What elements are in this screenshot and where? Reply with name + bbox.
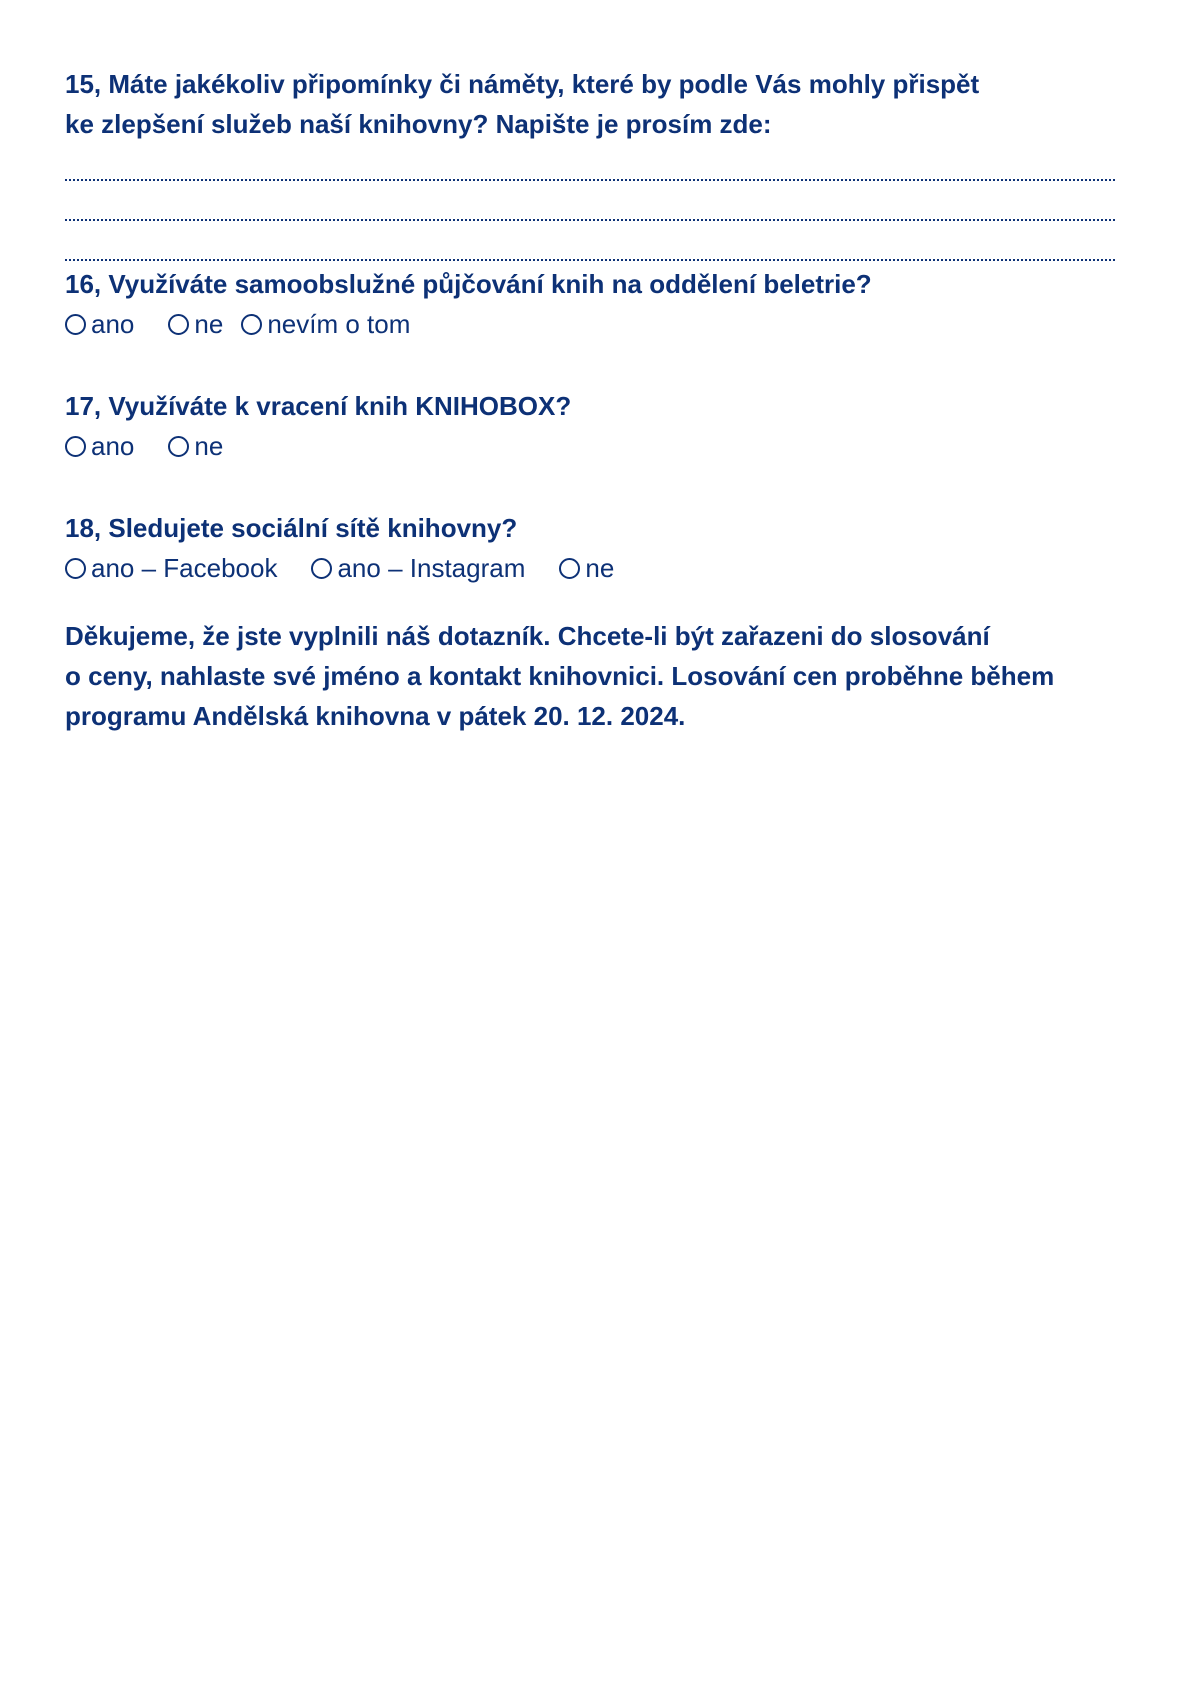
q16-option-nevim[interactable] <box>241 309 410 340</box>
question-17 <box>65 386 1115 466</box>
radio-circle-icon[interactable] <box>65 314 86 335</box>
q17-option-ne[interactable] <box>168 431 223 462</box>
q16-option-ano[interactable] <box>65 309 134 340</box>
answer-line-3[interactable] <box>65 224 1115 264</box>
question-15-text <box>65 64 1115 144</box>
option-label: ne <box>194 430 224 461</box>
question-18-text: 18, Sledujete sociální sítě knihovny? <box>65 513 518 543</box>
closing-line-3: programu Andělská knihovna v pátek 20. 12. 2024. <box>65 701 686 731</box>
option-label: ano – Facebook <box>91 552 278 583</box>
option-label: ne <box>194 308 224 339</box>
answer-line-1[interactable] <box>65 144 1115 184</box>
question-15-line-1: 15, Máte jakékoliv připomínky či náměty, které by podle Vás mohly přispět <box>65 69 980 99</box>
question-17-options <box>65 426 1115 466</box>
q18-option-ne[interactable] <box>559 553 614 584</box>
q18-option-instagram[interactable] <box>311 553 525 584</box>
question-18 <box>65 508 1115 588</box>
radio-circle-icon[interactable] <box>168 436 189 457</box>
q16-option-ne[interactable] <box>168 309 223 340</box>
question-15-line-2: ke zlepšení služeb naší knihovny? Napište je prosím zde: <box>65 109 772 139</box>
question-15 <box>65 64 1115 264</box>
radio-circle-icon[interactable] <box>559 558 580 579</box>
radio-circle-icon[interactable] <box>168 314 189 335</box>
questionnaire-page <box>65 64 1115 736</box>
q18-option-facebook[interactable] <box>65 553 277 584</box>
option-label: nevím o tom <box>267 308 411 339</box>
question-17-text: 17, Využíváte k vracení knih KNIHOBOX? <box>65 391 572 421</box>
option-label: ano <box>91 430 135 461</box>
question-16 <box>65 264 1115 344</box>
closing-line-2: o ceny, nahlaste své jméno a kontakt knihovnici. Losování cen proběhne během <box>65 661 1055 691</box>
closing-line-1: Děkujeme, že jste vyplnili náš dotazník. Chcete-li být zařazeni do slosování <box>65 621 990 651</box>
radio-circle-icon[interactable] <box>311 558 332 579</box>
question-18-options <box>65 548 1115 588</box>
radio-circle-icon[interactable] <box>65 558 86 579</box>
answer-line-2[interactable] <box>65 184 1115 224</box>
q17-option-ano[interactable] <box>65 431 134 462</box>
option-label: ne <box>585 552 615 583</box>
closing-note <box>65 616 1115 736</box>
option-label: ano <box>91 308 135 339</box>
question-16-text: 16, Využíváte samoobslužné půjčování knih na oddělení beletrie? <box>65 269 872 299</box>
option-label: ano – Instagram <box>337 552 526 583</box>
radio-circle-icon[interactable] <box>241 314 262 335</box>
radio-circle-icon[interactable] <box>65 436 86 457</box>
question-16-options <box>65 304 1115 344</box>
